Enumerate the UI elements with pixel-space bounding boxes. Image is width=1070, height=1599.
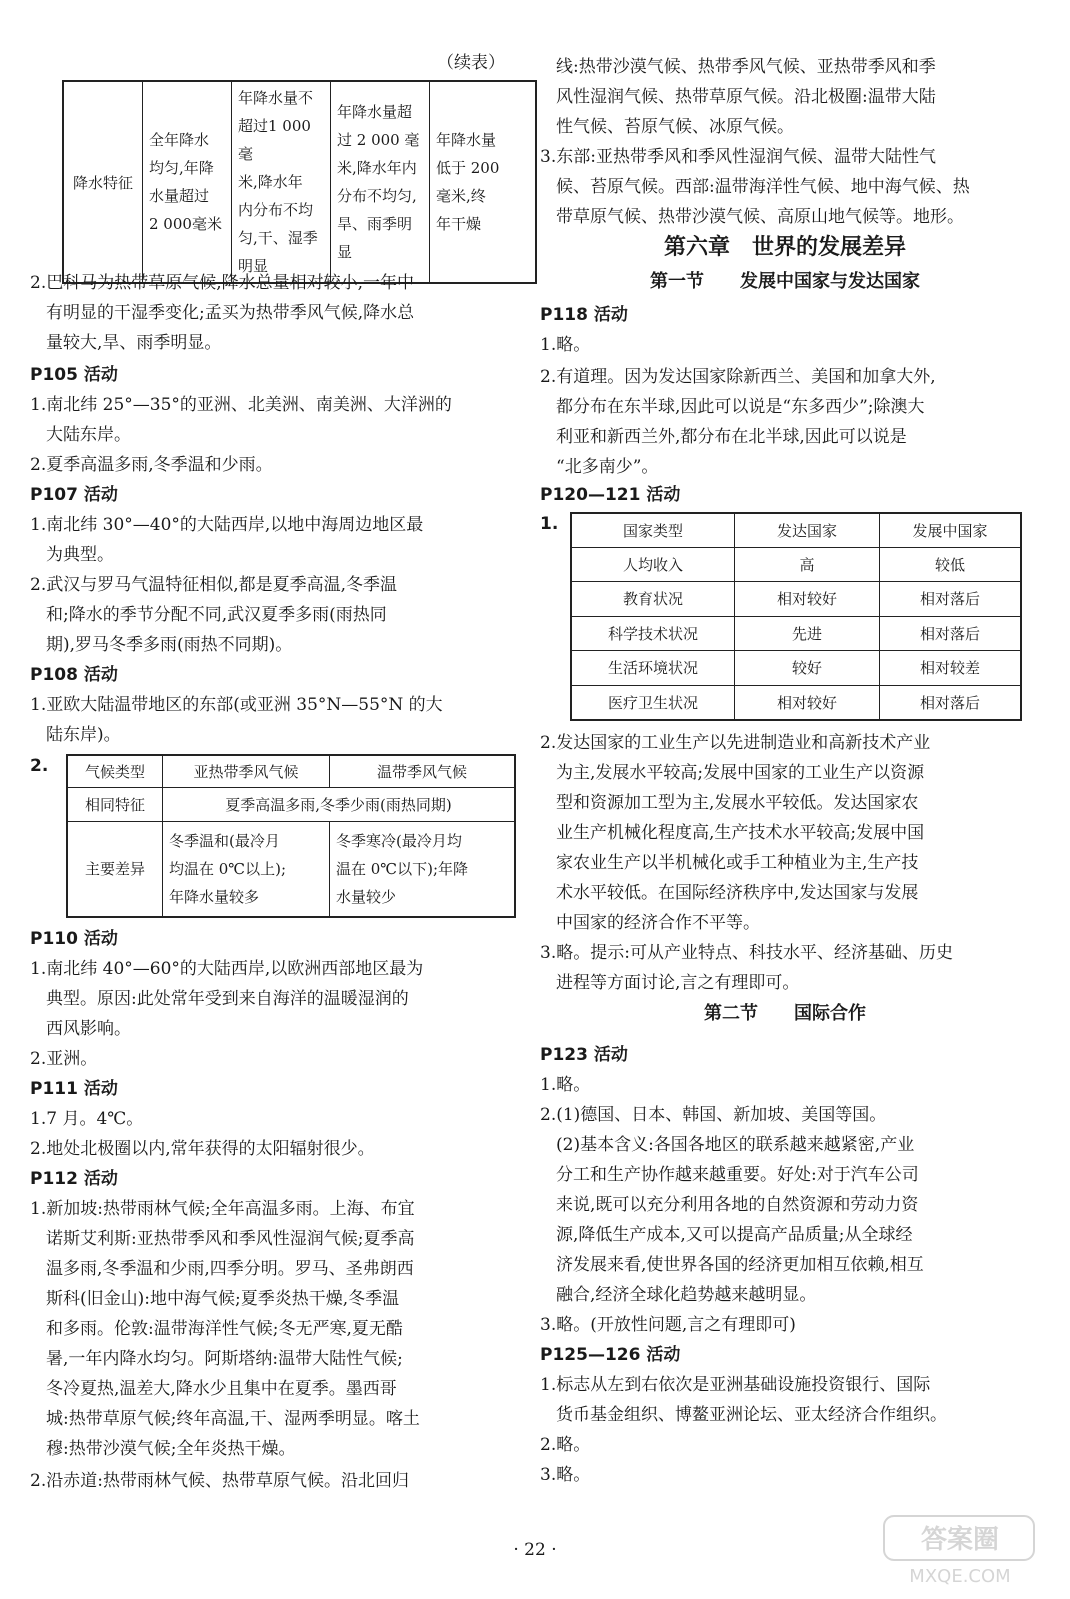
answer-p125-3: 3.略。	[540, 1465, 591, 1485]
text-line: 穆:热带沙漠气候;全年炎热干燥。	[46, 1439, 296, 1459]
cell-line: 米,降水年	[238, 173, 303, 191]
text-line: 术水平较低。在国际经济秩序中,发达国家与发展	[556, 883, 919, 903]
text-line: 来说,既可以充分利用各地的自然资源和劳动力资	[556, 1195, 919, 1215]
cell-line: 过 2 000 毫	[337, 131, 420, 149]
text-line: 为典型。	[46, 545, 114, 565]
cell-line: 匀,干、湿季	[238, 229, 318, 247]
section-title-2: 第二节 国际合作	[704, 1003, 866, 1024]
text-line: 候、苔原气候。西部:温带海洋性气候、地中海气候、热	[556, 177, 970, 197]
table-row	[571, 685, 1021, 720]
cell-line: 水量较少	[336, 887, 397, 906]
cell-line: 年降水量不	[238, 89, 314, 107]
svg-text:答案圈: 答案圈	[920, 1525, 1000, 1555]
cell-line: 旱、雨季明显	[337, 215, 413, 261]
cell-line: 低于 200	[436, 159, 500, 177]
text-line: 典型。原因:此处常年受到来自海洋的温暖湿润的	[46, 989, 409, 1009]
cell-line: 超过1 000毫	[238, 117, 311, 163]
text-line: 2.有道理。因为发达国家除新西兰、美国和加拿大外,	[540, 367, 936, 387]
text-line: 2.发达国家的工业生产以先进制造业和高新技术产业	[540, 733, 931, 753]
svg-text:MXQE.COM: MXQE.COM	[909, 1566, 1011, 1587]
cell-line: 年干燥	[436, 215, 482, 233]
table-row	[571, 547, 1021, 582]
table-row	[571, 582, 1021, 617]
dev-header-3: 发展中国家	[880, 513, 1022, 547]
text-line: 和多雨。伦敦:温带海洋性气候;冬无严寒,夏无酷	[46, 1319, 403, 1339]
climate-same-label: 相同特征	[67, 787, 163, 821]
cell-line: 均温在 0℃以上);	[169, 859, 286, 878]
table-cell: 相对较好	[735, 685, 880, 720]
text-line: 温多雨,冬季温和少雨,四季分明。罗马、圣弗朗西	[46, 1259, 414, 1279]
table-cell: 先进	[735, 616, 880, 651]
table-cell: 较好	[735, 651, 880, 686]
cell-line: 全年降水	[149, 131, 210, 149]
cell-line: 年降水量	[436, 131, 497, 149]
development-table	[570, 512, 1022, 721]
text-line: 暑,一年内降水均匀。阿斯塔纳:温带大陆性气候;	[46, 1349, 403, 1369]
answer-p107-2	[30, 570, 515, 660]
table-cell: 教育状况	[571, 582, 735, 617]
text-line: 1.南北纬 40°—60°的大陆西岸,以欧洲西部地区最为	[30, 959, 424, 979]
answer-p108-1	[30, 690, 515, 750]
text-line: 业生产机械化程度高,生产技术水平较高;发展中国	[556, 823, 925, 843]
table-cell: 相对落后	[880, 582, 1022, 617]
cell-line: 毫米,终	[436, 187, 486, 205]
heading-p107: P107 活动	[30, 485, 118, 505]
text-line: 西风影响。	[46, 1019, 131, 1039]
cell-line: 均匀,年降	[149, 159, 214, 177]
text-line: 大陆东岸。	[46, 425, 131, 445]
text-line: 城:热带草原气候;终年高温,干、湿两季明显。喀土	[46, 1409, 420, 1429]
text-line: 风性湿润气候、热带草原气候。沿北极圈:温带大陆	[556, 87, 936, 107]
answer-p105-1	[30, 390, 515, 450]
text-line: 融合,经济全球化趋势越来越明显。	[556, 1285, 817, 1305]
answer-p125-2: 2.略。	[540, 1435, 591, 1455]
text-line: 利亚和新西兰外,都分布在北半球,因此可以说是	[556, 427, 907, 447]
answer-p111-1: 1.7 月。4℃。	[30, 1109, 144, 1129]
answer-p123-2b	[540, 1130, 1030, 1310]
heading-p110: P110 活动	[30, 929, 118, 949]
table-cell: 科学技术状况	[571, 616, 735, 651]
answer-p110-1	[30, 954, 515, 1044]
cell-line: 温在 0℃以下);年降	[336, 859, 468, 878]
heading-p111: P111 活动	[30, 1079, 118, 1099]
text-line: 1.南北纬 25°—35°的亚洲、北美洲、南美洲、大洋洲的	[30, 395, 452, 415]
answer-p123-3: 3.略。(开放性问题,言之有理即可)	[540, 1315, 796, 1335]
answer-p125-1	[540, 1370, 1030, 1430]
text-line: 带草原气候、热带沙漠气候、高原山地气候等。地形。	[556, 207, 964, 227]
table-cell: 人均收入	[571, 547, 735, 582]
text-line: 性气候、苔原气候、冰原气候。	[556, 117, 794, 137]
answer-p112-1	[30, 1194, 515, 1464]
answer-p123-2: 2.(1)德国、日本、韩国、新加坡、美国等国。	[540, 1105, 887, 1125]
text-line: 货币基金组织、博鳌亚洲论坛、亚太经济合作组织。	[556, 1405, 947, 1425]
table-row	[571, 616, 1021, 651]
answer-3-east-west	[540, 142, 1030, 232]
answer-p120-2	[540, 728, 1030, 938]
watermark-icon	[880, 1510, 1040, 1590]
cell-line: 水量超过	[149, 187, 210, 205]
climate-diff-b	[330, 821, 516, 917]
text-line: 进程等方面讨论,言之有理即可。	[556, 973, 800, 993]
table-cell: 较低	[880, 547, 1022, 582]
climate-table	[66, 754, 516, 918]
cell-line: 分布不均匀,	[337, 187, 417, 205]
text-line: 1.亚欧大陆温带地区的东部(或亚洲 35°N—55°N 的大	[30, 695, 443, 715]
heading-p118: P118 活动	[540, 305, 628, 325]
climate-header-2: 亚热带季风气候	[163, 755, 330, 787]
text-line: 诺斯艾利斯:亚热带季风和季风性湿润气候;夏季高	[46, 1229, 415, 1249]
precip-cell-4	[430, 81, 537, 283]
cell-line: 内分布不均	[238, 201, 314, 219]
text-line: 1.南北纬 30°—40°的大陆西岸,以地中海周边地区最	[30, 515, 424, 535]
precip-cell-3	[331, 81, 430, 283]
answer-p112-2: 2.沿赤道:热带雨林气候、热带草原气候。沿北回归	[30, 1471, 409, 1491]
text-line: 3.略。提示:可从产业特点、科技水平、经济基础、历史	[540, 943, 953, 963]
answer-p120-1-num	[540, 514, 570, 534]
climate-header-3: 温带季风气候	[330, 755, 516, 787]
climate-header-1: 气候类型	[67, 755, 163, 787]
cell-line: 年降水量较多	[169, 887, 260, 906]
heading-p120: P120—121 活动	[540, 485, 681, 505]
climate-diff-a	[163, 821, 330, 917]
climate-diff-label: 主要差异	[67, 821, 163, 917]
cell-line: 冬季温和(最冷月	[169, 831, 280, 850]
cell-line: 冬季寒冷(最冷月均	[336, 831, 462, 850]
num-label: 2.	[30, 756, 49, 776]
table-cell: 相对落后	[880, 616, 1022, 651]
dev-header-1: 国家类型	[571, 513, 735, 547]
cell-line: 明显	[238, 257, 269, 275]
text-line: 陆东岸)。	[46, 725, 121, 745]
chapter-title: 第六章 世界的发展差异	[663, 235, 906, 260]
text-line: 分工和生产协作越来越重要。好处:对于汽车公司	[556, 1165, 919, 1185]
table-cell: 相对落后	[880, 685, 1022, 720]
answer-p118-1: 1.略。	[540, 335, 591, 355]
table-cell: 生活环境状况	[571, 651, 735, 686]
table-row	[571, 651, 1021, 686]
precip-table	[62, 80, 537, 284]
answer-p120-3	[540, 938, 1030, 998]
heading-p123: P123 活动	[540, 1045, 628, 1065]
answer-p123-1: 1.略。	[540, 1075, 591, 1095]
text-line: 冬冷夏热,温差大,降水少且集中在夏季。墨西哥	[46, 1379, 397, 1399]
text-line: 型和资源加工型为主,发展水平较低。发达国家农	[556, 793, 919, 813]
heading-p112: P112 活动	[30, 1169, 118, 1189]
text-line: 家农业生产以半机械化或手工种植业为主,生产技	[556, 853, 919, 873]
section-title-1: 第一节 发展中国家与发达国家	[650, 271, 920, 292]
text-line: 源,降低生产成本,又可以提高产品质量;从全球经	[556, 1225, 913, 1245]
text-line: 期),罗马冬季多雨(雨热不同期)。	[46, 635, 293, 655]
heading-p125: P125—126 活动	[540, 1345, 681, 1365]
dev-header-2: 发达国家	[735, 513, 880, 547]
text-line: 1.标志从左到右依次是亚洲基础设施投资银行、国际	[540, 1375, 931, 1395]
text-line: (2)基本含义:各国各地区的联系越来越紧密,产业	[556, 1135, 915, 1155]
answer-p118-2	[540, 362, 1030, 482]
text-line: 斯科(旧金山):地中海气候;夏季炎热干燥,冬季温	[46, 1289, 400, 1309]
continued-answer	[540, 52, 1030, 142]
text-line: 线:热带沙漠气候、热带季风气候、亚热带季风和季	[556, 57, 936, 77]
text-line: 有明显的干湿季变化;孟买为热带季风气候,降水总	[46, 303, 415, 323]
heading-p105: P105 活动	[30, 365, 118, 385]
watermark-logo	[880, 1510, 1040, 1590]
text-line: 济发展来看,使世界各国的经济更加相互依赖,相互	[556, 1255, 924, 1275]
page-number: · 22 ·	[513, 1540, 557, 1560]
table-cell: 相对较差	[880, 651, 1022, 686]
cell-line: 2 000毫米	[149, 215, 222, 233]
text-line: 3.东部:亚热带季风和季风性湿润气候、温带大陆性气	[540, 147, 936, 167]
answer-p108-2-num	[30, 756, 60, 776]
text-line: 为主,发展水平较高;发展中国家的工业生产以资源	[556, 763, 925, 783]
text-line: 中国家的经济合作不平等。	[556, 913, 760, 933]
table-cell: 高	[735, 547, 880, 582]
precip-row-label: 降水特征	[63, 81, 143, 283]
answer-p111-2: 2.地处北极圈以内,常年获得的太阳辐射很少。	[30, 1139, 375, 1159]
table-cell: 相对较好	[735, 582, 880, 617]
table-cell: 医疗卫生状况	[571, 685, 735, 720]
cell-line: 米,降水年内	[337, 159, 417, 177]
text-line: 1.新加坡:热带雨林气候;全年高温多雨。上海、布宜	[30, 1199, 415, 1219]
text-line: “北多南少”。	[556, 457, 659, 477]
text-line: 都分布在东半球,因此可以说是“东多西少”;除澳大	[556, 397, 925, 417]
text-line: 和;降水的季节分配不同,武汉夏季多雨(雨热同	[46, 605, 387, 625]
answer-p107-1	[30, 510, 515, 570]
heading-p108: P108 活动	[30, 665, 118, 685]
precip-cell-2	[232, 81, 331, 283]
text-line: 2.武汉与罗马气温特征相似,都是夏季高温,冬季温	[30, 575, 398, 595]
text-line: 量较大,旱、雨季明显。	[46, 333, 222, 353]
answer-p110-2: 2.亚洲。	[30, 1049, 98, 1069]
continued-label: （续表）	[437, 53, 505, 73]
cell-line: 年降水量超	[337, 103, 413, 121]
num-label: 1.	[540, 514, 559, 534]
answer-block-2	[30, 268, 515, 358]
climate-same-value: 夏季高温多雨,冬季少雨(雨热同期)	[163, 787, 516, 821]
answer-p105-2: 2.夏季高温多雨,冬季温和少雨。	[30, 455, 273, 475]
text-line: 2.巴科马为热带草原气候,降水总量相对较小,一年中	[30, 273, 415, 293]
precip-cell-1	[143, 81, 232, 283]
